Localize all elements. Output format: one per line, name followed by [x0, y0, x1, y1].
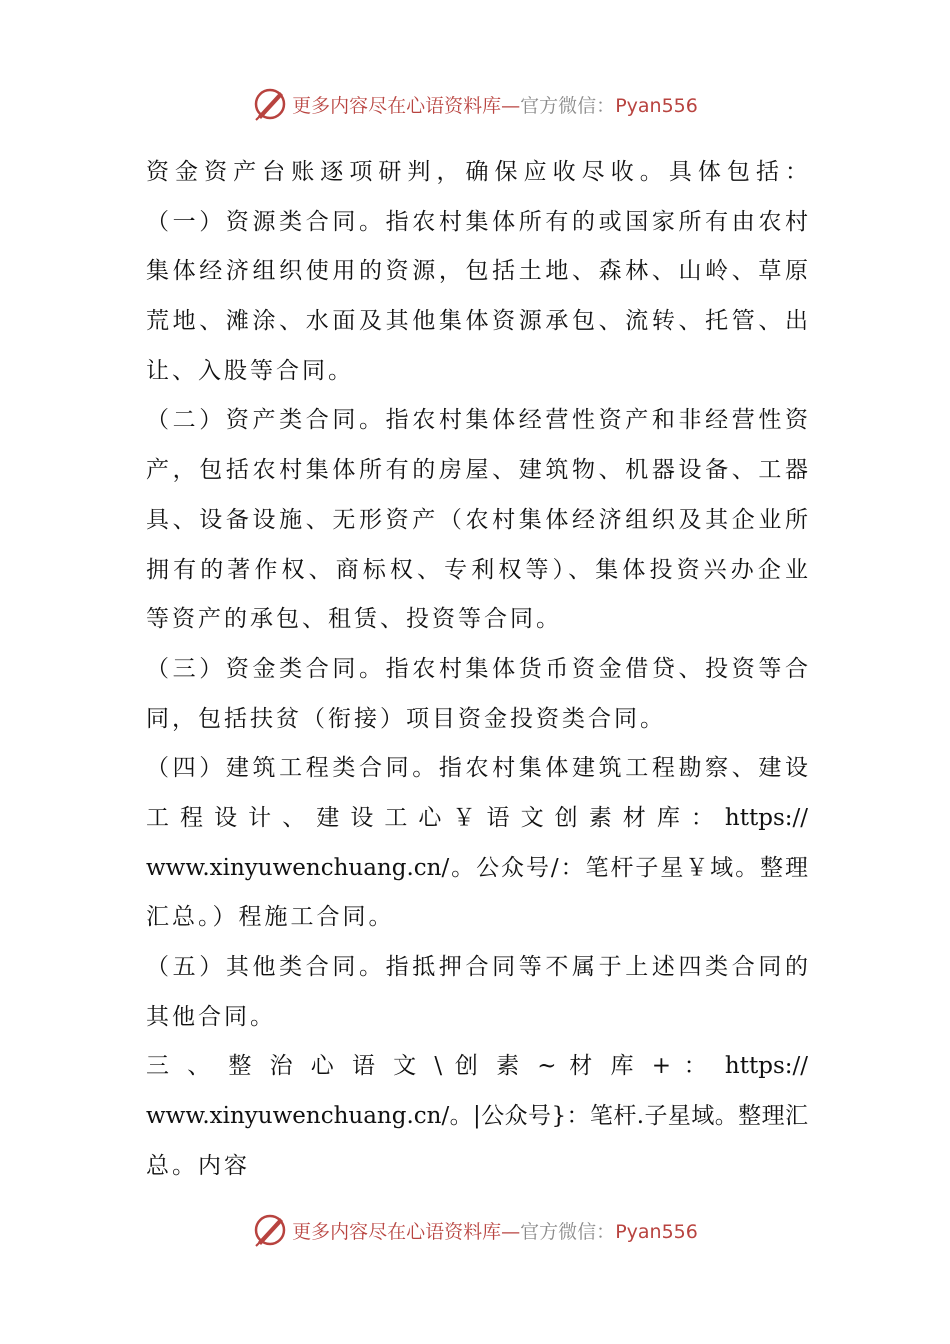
footer-brand-text: 更多内容尽在心语资料库— [292, 1220, 521, 1243]
body-line: 总。内容 [146, 1152, 250, 1179]
body-line: www.xinyuwenchuang.cn/。|公众号}：笔杆.子星域。整理汇 [146, 1103, 808, 1130]
body-line: （二）资产类合同。指农村集体经营性资产和非经营性资 [146, 407, 808, 434]
header-watermark-banner [0, 84, 950, 124]
body-line: 拥有的著作权、商标权、专利权等）、集体投资兴办企业 [146, 556, 808, 583]
body-line: （一）资源类合同。指农村集体所有的或国家所有由农村 [146, 208, 808, 235]
footer-official-label: 官方微信： [520, 1220, 616, 1243]
pen-logo-icon [252, 86, 288, 122]
body-line: 其他合同。 [146, 1003, 276, 1030]
body-line: 让、入股等合同。 [146, 357, 354, 384]
body-line: （四）建筑工程类合同。指农村集体建筑工程勘察、建设 [146, 755, 808, 782]
header-brand-text: 更多内容尽在心语资料库— [292, 94, 521, 117]
body-line: 集体经济组织使用的资源，包括土地、森林、山岭、草原 [146, 258, 808, 285]
pen-logo-icon [252, 1212, 288, 1248]
body-line: （五）其他类合同。指抵押合同等不属于上述四类合同的 [146, 954, 808, 980]
body-line: （三）资金类合同。指农村集体货币资金借贷、投资等合 [146, 655, 808, 682]
body-line: 等资产的承包、租赁、投资等合同。 [146, 606, 562, 633]
body-line: 工 程 设 计 、 建 设 工 心 ￥ 语 文 创 素 材 库 ： https:// [146, 804, 808, 831]
body-line: 产，包括农村集体所有的房屋、建筑物、机器设备、工器 [146, 457, 808, 484]
body-line: 三 、 整 治 心 语 文 \ 创 素 ~ 材 库 + ： https:// [146, 1053, 808, 1080]
body-line: www.xinyuwenchuang.cn/。公众号/：笔杆子星￥域。整理 [146, 854, 808, 881]
header-official-label: 官方微信： [520, 94, 616, 117]
body-line: 汇总。）程施工合同。 [146, 904, 395, 931]
body-line: 资金资产台账逐项研判，确保应收尽收。具体包括： [146, 159, 808, 185]
footer-wechat-id: Pyan556 [615, 1220, 698, 1243]
header-wechat-id: Pyan556 [615, 94, 698, 117]
body-line: 荒地、滩涂、水面及其他集体资源承包、流转、托管、出 [146, 308, 808, 335]
document-body [146, 148, 808, 1191]
header-banner-text [292, 91, 698, 118]
footer-banner-text [292, 1217, 698, 1244]
body-line: 同，包括扶贫（衔接）项目资金投资类合同。 [146, 705, 666, 732]
footer-watermark-banner [0, 1210, 950, 1250]
body-line: 具、设备设施、无形资产（农村集体经济组织及其企业所 [146, 506, 808, 533]
